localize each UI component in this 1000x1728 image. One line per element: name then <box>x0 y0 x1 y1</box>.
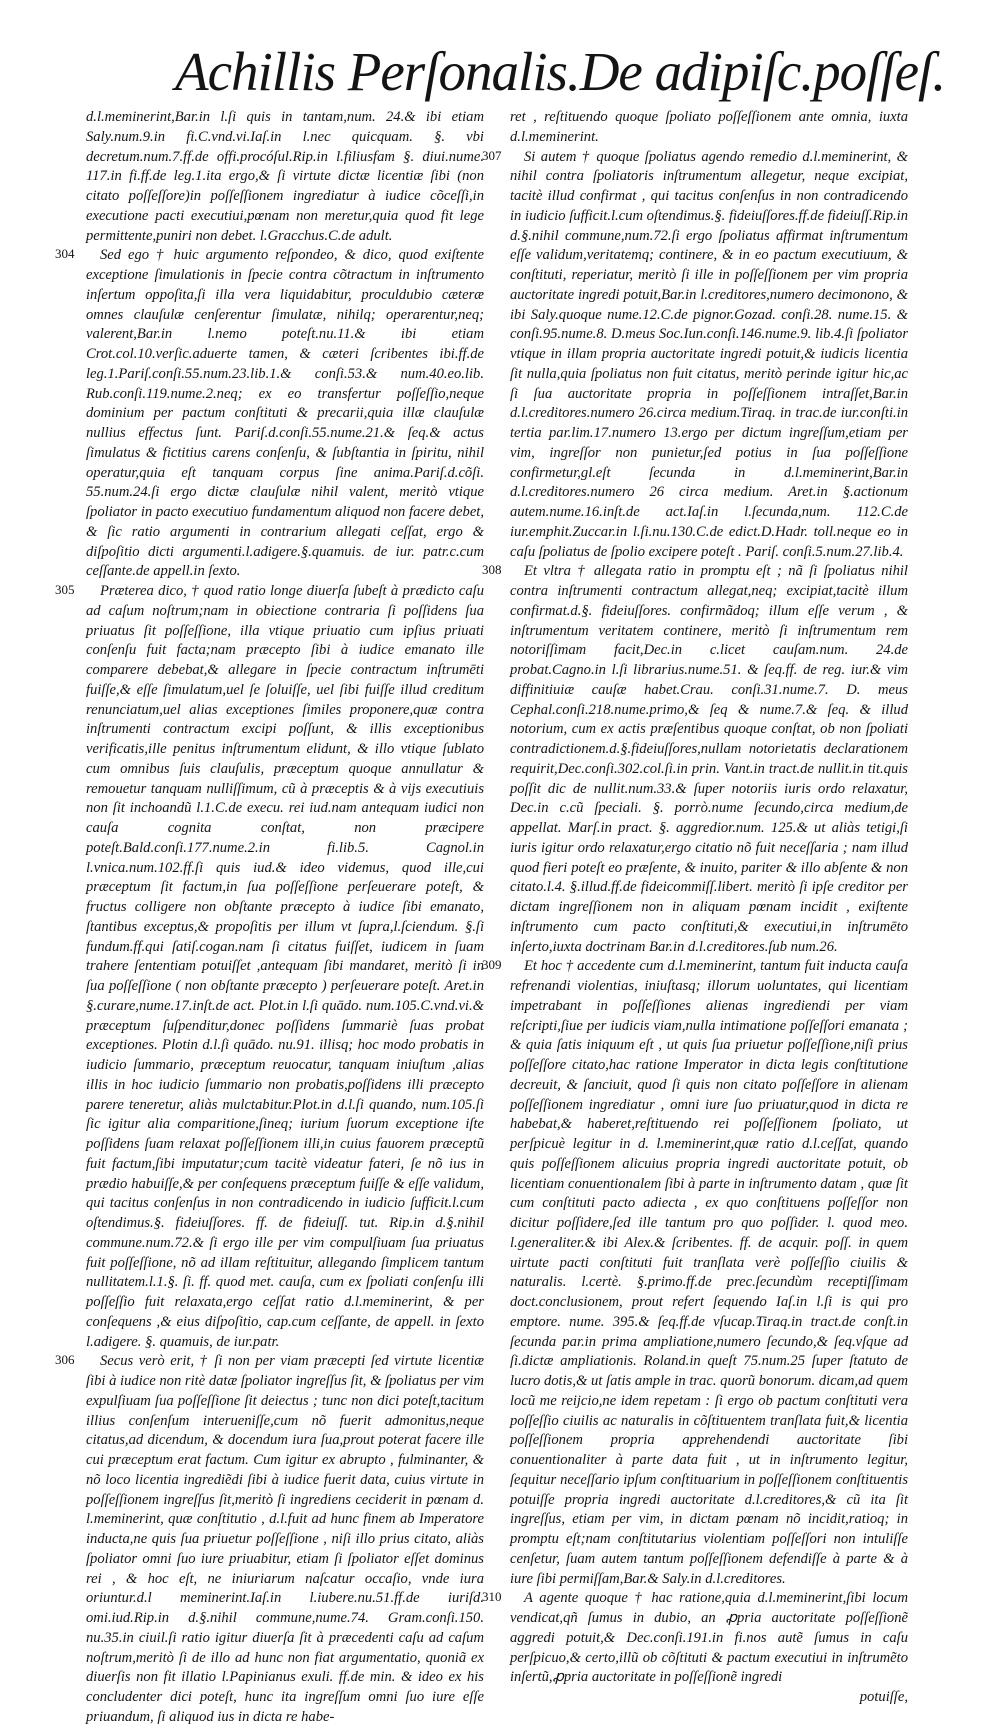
paragraph-text: Præterea dico, † quod ratio longe diuerſa ſubeſt à prædicto caſu ad caſum noſtrum;nam in obiectione contraria ſi poſſidens ſua priuatus ſit poſſeſſione, illa vtique priuatio cum ipſius priuati conſenſu fuit facta;nam præcepto ſibi à iudice emanato ille comparere debebat,& allegare in ſpecie contractum inſtrumēti fuiſſe,& eſſe ſimulatum,uel ſe ſoluiſſe, uel ſibi fuiſſe illud creditum renunciatum,uel alias exceptiones ſimiles proponere,quæ contra inſtrumenti contractum excipi poſſunt, & illis exceptionibus verificatis,ille penitus inſtrumentum elidunt, & illo vtique ſublato cum omnibus ſuis clauſulis, præceptum quoque annullatur & remouetur tanquam nulliſſimum, cũ à præceptis & à vijs executiuis non ſit inchoandũ l.1.C.de execu. rei iud.nam antequam iudici non cauſa cognita conſtat, non præcipere poteſt.Bald.conſi.177.nume.2.in fi.lib.5. Cagnol.in l.vnica.num.102.ff.ſi quis iud.& ideo videmus, quod ille,cui præceptum ſit factum,in ſua poſſeſſione perſeuerare poteſt, & fructus colligere non obſtante præcepto à iudice ſibi emanato, ſtantibus exceptus,& propoſitis per illum vt ſupra,l.ſciendum. §.ſi fundum.ff.qui ſatiſ.cogan.nam ſi citatus fuiſſet, iudicem in ſuam trahere ſententiam potuiſſet ,antequam ſibi mandaret, meritò ſi in ſua poſſeſſione ( non obſtante præcepto ) perſeuerare poteſt. Aret.in §.curare,nume.17.inſt.de act. Plot.in l.ſi quādo. num.105.C.vnd.vi.& præceptum ſuſpenditur,donec poſſidens ſummariè ſuas probat exceptiones. Plotin d.l.ſi quādo. nu.91. illisq; hoc modo probatis in iudicio ſummario, præceptum reuocatur, tanquam iniuſtum ,alias illis in hoc iudicio ſummario non probatis,poſſidens illi præcepto parere teneretur, aliàs mulctabitur.Plot.in d.l.ſi quando, num.105.ſi ſic igitur alia comparitione,ſineq; iurium ſuorum exceptione iſte poſſidens ſuam relaxat poſſeſſionem illi,in cuius fauorem præceptũ fuit factum,ſibi imputatur;cum tacitè videatur fateri, ſe nõ ius in prædio habuiſſe,& per conſequens præceptum fuiſſe & eſſe validum, qui tacitus conſenſus in non contradicendo in iudicio ſufficit.l.cum oſtendimus.§. fideiuſſores. ff. de fideiuſſ. tut. Rip.in d.§.nihil commune.num.72.& ſi ergo ille per vim compulſiuam ſua priuatus fuit poſſeſſione, nõ ad illam reſtituitur, allegando ſimplicem tantum nullitatem.l.1.§. ſi. ff. quod met. cauſa, cum ex ſpoliati conſenſu illi poſſeſſio fuit relaxata,ergo ceſſat ratio d.l.meminerint, & per conſequens ,& eius diſpoſitio, cap.cum ceſſante, de appell. in ſexto l.adigere. §. quamuis, de iur.patr. <box>86 583 484 1350</box>
paragraph-continuation <box>510 108 908 148</box>
right-column <box>482 108 908 1705</box>
paragraph-text: Si autem † quoque ſpoliatus agendo remedio d.l.meminerint, & nihil contra ſpoliatoris inſtrumentum allegetur, neque excipiat, tacitè illud confirmat , qui tacitus conſenſus in non contradicendo in iudicio ſufficit.l.cum oſtendimus.§. fideiuſſores.ff.de fideiuſſ.Rip.in d.§.nihil commune,num.72.ſi ergo ſpoliatus affirmat inſtrumentum eſſe validum,veritatemq; continere, & in eo pactum executiuum, & conſtituti, reperiatur, meritò ſi ille in poſſeſſionem per vim propria auctoritate ingredi potuit,Bar.in l.creditores,numero decimonono, & ibi Saly.quoque nume.12.C.de pignor.Gozad. conſi.28. nume.15. & conſi.95.nume.8. D.meus Soc.Iun.conſi.146.nume.9. lib.4.ſi ſpoliator vtique in illam propria auctoritate ingredi potuit,& iudicis licentia ſit nulla,quia ſpoliatus non fuit citatus, meritò perinde igitur hic,ac ſi ſua auctoritate propria in poſſeſſionem intraſſet,Bar.in d.l.creditores.numero 26.circa medium.Tiraq. in trac.de iur.conſti.in tertia par.lim.17.numero 13.ergo per dictum ingreſſum,etiam per vim, ingreſſor non punietur,ſed potius in ſua poſſeſſione confirmetur,gl.eſt ſecunda in d.l.meminerint,Bar.in d.l.creditores.numero 26 circa medium. Aret.in §.actionum autem.nume.16.inſt.de act.Iaſ.in l.ſecunda,num. 112.C.de iur.emphit.Zuccar.in l.ſi.nu.130.C.de edict.D.Hadr. toll.neque eo in caſu ſpoliatus de ſpolio excipere poteſt . Pariſ. conſi.5.num.27.lib.4. <box>510 148 908 560</box>
paragraph-304 <box>55 246 484 582</box>
paragraph-text: ret , reſtituendo quoque ſpoliato poſſeſſionem ante omnia, iuxta d.l.meminerint. <box>510 109 908 145</box>
paragraph-number: 308 <box>482 562 502 578</box>
paragraph-309 <box>482 957 908 1589</box>
running-head: Achillis Perſonalis.De adipiſc.poſſeſ. <box>175 41 946 102</box>
left-column <box>55 108 484 1725</box>
paragraph-text: A agente quoque † hac ratione,quia d.l.meminerint,ſibi locum vendicat,qñ ſumus in dubio, an ꝓpria auctoritate poſſeſſionẽ aggredi potuit,& Dec.conſi.191.in fi.nos autẽ ſumus in caſu perſpicuo,& certo,illũ ob cõſtituti & pactum executiui in inſtrumẽto inſertũ,ꝓpria auctoritate in poſſeſſionẽ ingredi <box>510 1590 908 1686</box>
paragraph-number: 309 <box>482 957 502 973</box>
paragraph-text: Et vltra † allegata ratio in promptu eſt ; nã ſi ſpoliatus nihil contra inſtrumenti contractum allegat,neq; excipiat,tacitè illum confirmat.d.§. fideiuſſores. confirmãdoq; illum eſſe verum , & inſtrumentum veritatem continere, meritò ſi inſtrumentum rem notoriſſimam facit,Dec.in c.licet cauſam.num. 24.de probat.Cagno.in l.ſi librarius.nume.51. & ſeq.ff. de reg. iur.& vim diffinitiuiæ cauſæ habet.Crau. conſi.31.nume.7. D. meus Cephal.conſi.218.nume.primo,& ſeq & nume.7.& ſeq. & illud notorium, cum ex actis præſentibus quoque conſtat, ob non ſpoliati contradictionem.d.§.fideiuſſores,nullam notorietatis declarationem requirit,Dec.conſi.302.col.ſi.in prin. Vant.in tract.de nullit.in tit.quis poſſit dic de nullit.num.33.& ſuper notoriis iuris ordo relaxatur, Dec.in c.cũ ſpeciali. §. porrò.nume ſecundo,circa medium,de appellat. Marſ.in pract. §. aggredior.num. 125.& ut aliàs tetigi,ſi iuris igitur ordo relaxatur,ergo citatio nõ fuit neceſſaria ; nam illud quod fieri poteſt eo præſente, & inuito, pariter & illo abſente & non citato.l.4. §.illud.ff.de fideicommiſſ.libert. meritò ſi ipſe creditor per dictam ingreſſionem non in aliquam pœnam incidit , exiſtente inſtrumento cum pacto conſtituti,& executiui,in inſtrumēto inſerto,iuxta doctrinam Bar.in d.l.creditores.ſub num.26. <box>510 563 908 955</box>
paragraph-number: 306 <box>55 1352 75 1368</box>
paragraph-number: 304 <box>55 246 75 262</box>
paragraph-number: 310 <box>482 1589 502 1605</box>
paragraph-number: 307 <box>482 147 502 163</box>
paragraph-number: 305 <box>55 582 75 597</box>
paragraph-text: Et hoc † accedente cum d.l.meminerint, tantum fuit inducta cauſa refrenandi violentias, iniuſtasq; illorum uoluntates, qui licentiam impetrabant in poſſeſſiones alienas ingrediendi per viam reſcripti,ſiue per iudicis viam,nulla intimatione poſſeſſori emanata ; & quia ſatis iniquum eſt , ut quis ſua priuetur poſſeſſione,niſi prius poſſeſſore citato,hac ratione Imperator in dicta legis conſtitutione decreuit, & ſanciuit, quod ſi quis non citato poſſeſſore in alienam poſſeſſionem ingrediatur , omni iure ſuo priuatur,quod in dicta re habebat,& haberet,reſtituendo rei poſſeſſionem ſpoliato, ut perſpicuè legitur in d. l.meminerint,quæ ratio d.l.ceſſat, quando quis poſſeſſionem alicuius propria ingredi auctoritate potuit, ob licentiam conuentionalem ſibi à parte in inſtrumento datam , quæ ſit cum conſtituti pacto adiecta , ex quo conſtituens poſſeſſor non dicitur poſſidere,ſed ille tantum pro quo poſſider. l. quod meo. l.generaliter.& ibi Alex.& ſcribentes. ff. de acquir. poſſ. in quem uirtute pacti conſtituti fuit tranſlata verè poſſeſſio ciuilis & naturalis. l.certè. §.primo.ff.de prec.ſecundùm receptiſſimam doct.conclusionem, prout refert ſequendo Iaſ.in l.ſi is qui pro emptore. nume. 395.& ſeq.ff.de vſucap.Tiraq.in tract.de conſt.in ſecunda par.in prima ampliatione,numero ſecundo,& ſeq.vſque ad ſi.dictæ ampliationis. Roland.in queſt 75.num.25 ſuper ſtatuto de lucro dotis,& ut ſatis ample in trac. quorũ bonorum. dicam,ad quem locũ me reijcio,ne idem repetam : ſi ergo ob pactum conſtituti vera poſſeſſio ciuilis ac naturalis in cõſtituentem tranſlata fuit,& licentia poſſeſſionem propria apprehendendi auctoritate ſibi conuentionaliter à parte data fuit , ut in inſtrumento legitur, ſequitur neceſſario ipſum conſtituarium in poſſeſſionem conſtituentis potuiſſe propria ingredi auctoritate d.l.creditores,& cũ ita ſit ingreſſus, etiam per vim, in dictam pœnam nõ incidit,ratioq; in promptu eſt;nam conſtitutarius violentiam poſſeſſori non intuliſſe cenſetur, ſuam autem tantum poſſeſſionem defendiſſe à parte & à iure ſibi permiſſam,Bar.& Saly.in d.l.creditores. <box>510 958 908 1587</box>
paragraph-310 <box>482 1589 908 1688</box>
paragraph-307 <box>482 147 908 563</box>
paragraph-306 <box>55 1352 484 1727</box>
paragraph-text: Sed ego † huic argumento reſpondeo, & dico, quod exiſtente exceptione ſimulationis in ſpecie contra cõtractum in inſtrumento inſertum oppoſita,ſi illa vera liquidabitur, proculdubio cæteræ omnes clauſulæ cenſerentur ſimulatæ, nihilq; operarentur,neq; valerent,Bar.in l.nemo poteſt.nu.11.& ibi etiam Crot.col.10.verſic.aduerte tamen, & cæteri ſcribentes ibi.ff.de leg.1.Pariſ.conſi.55.num.23.lib.1.& conſi.53.& num.40.eo.lib. Rub.conſi.119.nume.2.neq; ex eo transfertur poſſeſſio,neque dominium per pactum conſtituti & precarii,quia illæ clauſulæ nullius effectus ſunt. Pariſ.d.conſi.55.nume.21.& ſeq.& actus ſimulatus & fictitius carens conſenſu, & ſubſtantia in ſpiritu, nihil operatur,quia eſt tanquam corpus ſine anima.Pariſ.d.cõſi. 55.num.24.ſi ergo dictæ clauſulæ nihil valent, meritò vtique ſpoliator in pacto executiuo fundamentum aliquod non facere debet, & ſic ratio argumenti in contrarium allegati ceſſat, ergo & diſpoſitio dicti argumenti.l.adigere.§.quamuis. de iur. patr.c.cum ceſſante.de appell.in ſexto. <box>86 247 484 580</box>
paragraph-continuation <box>86 108 484 246</box>
paragraph-305 <box>55 582 484 1352</box>
catchword: potuiſſe, <box>859 1689 908 1705</box>
paragraph-308 <box>482 562 908 957</box>
paragraph-text: Secus verò erit, † ſi non per viam præcepti ſed virtute licentiæ ſibi à iudice non ritè datæ ſpoliator ingreſſus ſit, & ſpoliatus per vim expulſiuam ſua poſſeſſione ſit deiectus ; tunc non dici poteſt,tacitum illius conſenſum interueniſſe,cum nõ fuerit admonitus,neque citatus,ad dicendum, & docendum iura ſua,prout poterat facere ille cui præceptum erat factum. Cum igitur ex abrupto , fulminanter, & nõ loco licentia ingrediẽdi ſibi à iudice fuerit data, cuius virtute in poſſeſſionem ingreſſus ſit,meritò ſi ingrediens ceciderit in pœnam d. l.meminerint, quæ conſtitutio , d.l.fuit ad hunc finem ab Imperatore inducta,ne quis ſua priuetur poſſeſſione , niſi illo prius citato, aliàs ſpoliator omni ſuo iure priuabitur, etiam ſi ſpoliator eſſet dominus rei , & hoc eſt, ne iniuriarum naſcatur occaſio, vnde iura oriuntur.d.l meminerint.Iaſ.in l.iubere.nu.51.ff.de iuriſd. omi.iud.Rip.in d.§.nihil commune,nume.74. Gram.conſi.150. nu.35.in ciuil.ſi ratio igitur diuerſa ſit à præcedenti caſu ad caſum noſtrum,meritò ſi de illo ad hunc non fiat argumentatio, quoniã ex diuerſis non fit illatio l.Papinianus exuli. ff.de min. & ideo ex his concludenter dici poteſt, hunc ita ingreſſum omni ſuo iure eſſe priuandum, ſi aliquod ius in dicta re habe- <box>86 1353 484 1725</box>
paragraph-text: d.l.meminerint,Bar.in l.ſi quis in tantam,num. 24.& ibi etiam Saly.num.9.in fi.C.vnd.vi.Iaſ.in l.nec quicquam. §. vbi decretum.num.7.ff.de offi.procóſul.Rip.in l.filiusfam §. diui.nume. 117.in fi.ff.de leg.1.ita ergo,& ſi virtute dictæ licentiæ ſibi (non citato poſſeſſore)in poſſeſſionem ingrediatur à iudice cõceſſi,in executione pacti executiui,pœnam non meretur,quia quod fit lege permittente,puniri non debet. l.Gracchus.C.de adult. <box>86 109 484 244</box>
